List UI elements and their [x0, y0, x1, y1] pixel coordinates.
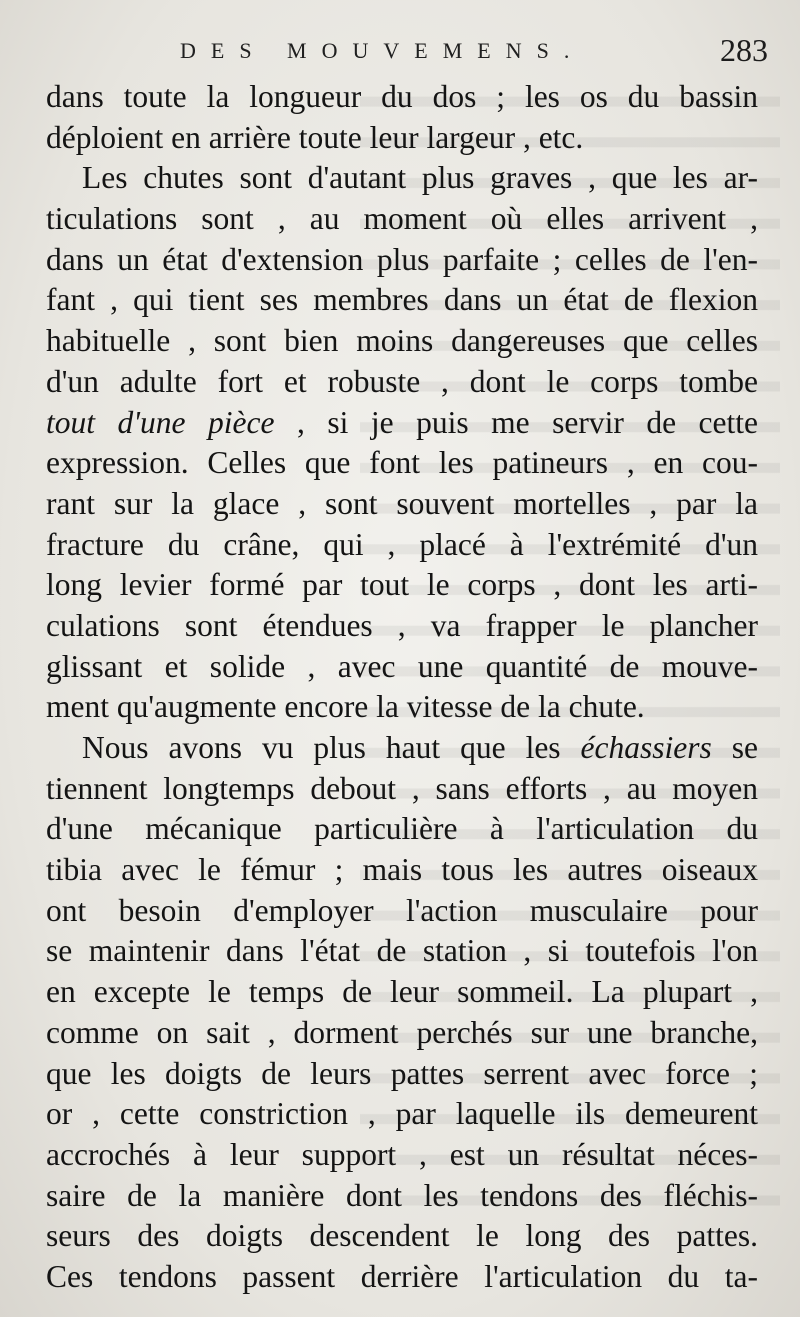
text-line: dans un état d'extension plus parfaite ; celles de l'en- — [46, 241, 758, 277]
text-line: glissant et solide , avec une quantité de mouve- — [46, 648, 758, 684]
text-segment: se — [711, 730, 758, 765]
page-header — [0, 32, 800, 72]
text-line: tiennent longtemps debout , sans efforts , au moyen — [46, 770, 758, 806]
paragraph-start — [46, 728, 758, 769]
text-line: Ces tendons passent derrière l'articulation du ta- — [46, 1258, 758, 1294]
text-line: accrochés à leur support , est un résultat néces- — [46, 1136, 758, 1172]
text-line: seurs des doigts descendent le long des pattes. — [46, 1218, 758, 1254]
text-line: expression. Celles que font les patineurs , en cou- — [46, 445, 758, 481]
text-line: dans toute la longueur du dos ; les os du bassin — [46, 79, 758, 114]
body-text — [46, 77, 758, 1298]
text-line: ment qu'augmente encore la vitesse de la chute. — [46, 689, 645, 725]
running-head: DES MOUVEMENS. — [180, 38, 585, 63]
text-line: fracture du crâne, qui , placé à l'extrémité d'un — [46, 526, 758, 562]
paragraph-start: Les chutes sont d'autant plus graves , que les ar- — [82, 160, 758, 196]
text-segment: , si je puis me servir de cette — [274, 404, 758, 440]
text-line: que les doigts de leurs pattes serrent avec force ; — [46, 1055, 758, 1091]
text-line: rant sur la glace , sont souvent mortelles , par la — [46, 485, 758, 521]
text-line: d'une mécanique particulière à l'articulation du — [46, 811, 758, 847]
italic-phrase: tout d'une pièce — [46, 404, 275, 440]
text-line: en excepte le temps de leur sommeil. La plupart , — [46, 974, 758, 1010]
text-line: fant , qui tient ses membres dans un état de flexion — [46, 282, 758, 318]
text-segment: Nous avons vu plus haut que les — [82, 730, 581, 765]
page-number: 283 — [720, 32, 768, 68]
text-line: ticulations sont , au moment où elles arrivent , — [46, 201, 758, 237]
text-line: saire de la manière dont les tendons des fléchis- — [46, 1177, 758, 1213]
text-line: or , cette constriction , par laquelle ils demeurent — [46, 1096, 758, 1132]
text-line: habituelle , sont bien moins dangereuses que celles — [46, 323, 758, 359]
text-line — [46, 403, 758, 444]
text-line: se maintenir dans l'état de station , si toutefois l'on — [46, 933, 758, 969]
text-line: comme on sait , dorment perchés sur une branche, — [46, 1014, 758, 1050]
text-line: culations sont étendues , va frapper le plancher — [46, 607, 758, 643]
text-line: d'un adulte fort et robuste , dont le corps tombe — [46, 363, 758, 399]
text-line: déploient en arrière toute leur largeur , etc. — [46, 119, 584, 155]
text-line: long levier formé par tout le corps , dont les arti- — [46, 567, 758, 603]
text-line: ont besoin d'employer l'action musculaire pour — [46, 892, 758, 928]
text-line: tibia avec le fémur ; mais tous les autres oiseaux — [46, 852, 758, 888]
italic-term: échassiers — [580, 730, 712, 765]
